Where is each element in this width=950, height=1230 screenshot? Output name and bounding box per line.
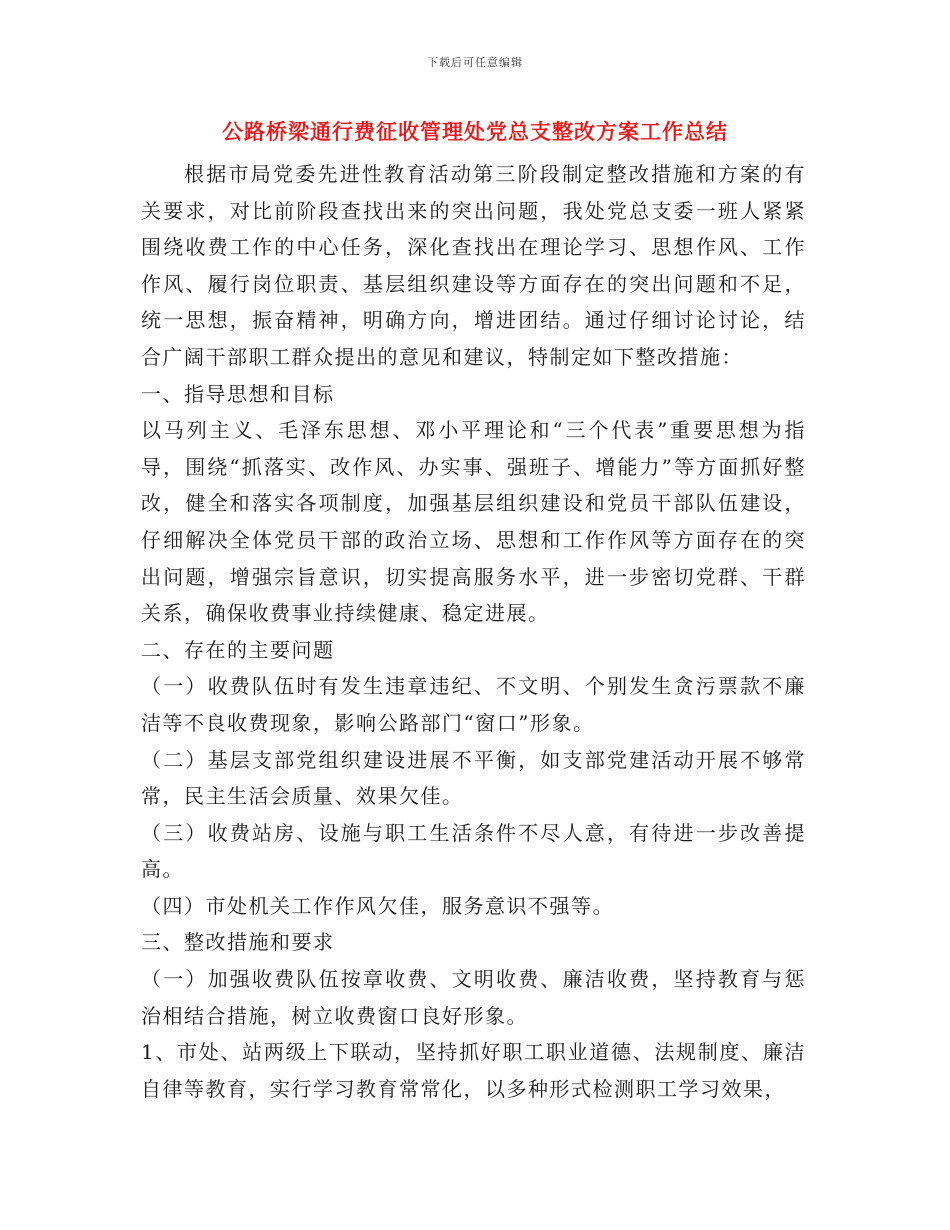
guiding-ideology-paragraph: 以马列主义、毛泽东思想、邓小平理论和“三个代表”重要思想为指导，围绕“抓落实、改作风、办实事、强班子、增能力”等方面抓好整改，健全和落实各项制度，加强基层组织建设和党员干部队伍建设，仔细解决全体党员干部的政治立场、思想和工作作风等方面存在的突出问题，增强宗旨意识，切实提高服务水平，进一步密切党群、干群关系，确保收费事业持续健康、稳定进展。: [141, 418, 806, 626]
intro-paragraph: 根据市局党委先进性教育活动第三阶段制定整改措施和方案的有关要求，对比前阶段查找出来的突出问题，我处党总支委一班人紧紧围绕收费工作的中心任务，深化查找出在理论学习、思想作风、工作作风、履行岗位职责、基层组织建设等方面存在的突出问题和不足，统一思想，振奋精神，明确方向，增进团结。通过仔细讨论讨论，结合广阔干部职工群众提出的意见和建议，特制定如下整改措施：: [141, 162, 806, 369]
measure-item-1: （一）加强收费队伍按章收费、文明收费、廉洁收费，坚持教育与惩治相结合措施，树立收费窗口良好形象。: [141, 967, 806, 1028]
document-title: 公路桥梁通行费征收管理处党总支整改方案工作总结: [222, 119, 728, 144]
problem-item-1: （一）收费队伍时有发生违章违纪、不文明、个别发生贪污票款不廉洁等不良收费现象，影响公路部门“窗口”形象。: [141, 674, 806, 735]
header-note: 下载后可任意编辑: [427, 56, 523, 69]
measure-subitem-1: 1、市处、站两级上下联动，坚持抓好职工职业道德、法规制度、廉洁自律等教育，实行学习教育常常化，以多种形式检测职工学习效果，: [141, 1040, 806, 1101]
document-body: [141, 156, 806, 1107]
section-heading-measures: 三、整改措施和要求: [141, 930, 335, 955]
section-heading-guiding-ideology: 一、指导思想和目标: [141, 381, 335, 406]
problem-item-4: （四）市处机关工作作风欠佳，服务意识不强等。: [141, 893, 614, 918]
section-heading-main-problems: 二、存在的主要问题: [141, 637, 335, 662]
problem-item-2: （二）基层支部党组织建设进展不平衡，如支部党建活动开展不够常常，民主生活会质量、效果欠佳。: [141, 747, 806, 809]
problem-item-3: （三）收费站房、设施与职工生活条件不尽人意，有待进一步改善提高。: [141, 820, 806, 882]
